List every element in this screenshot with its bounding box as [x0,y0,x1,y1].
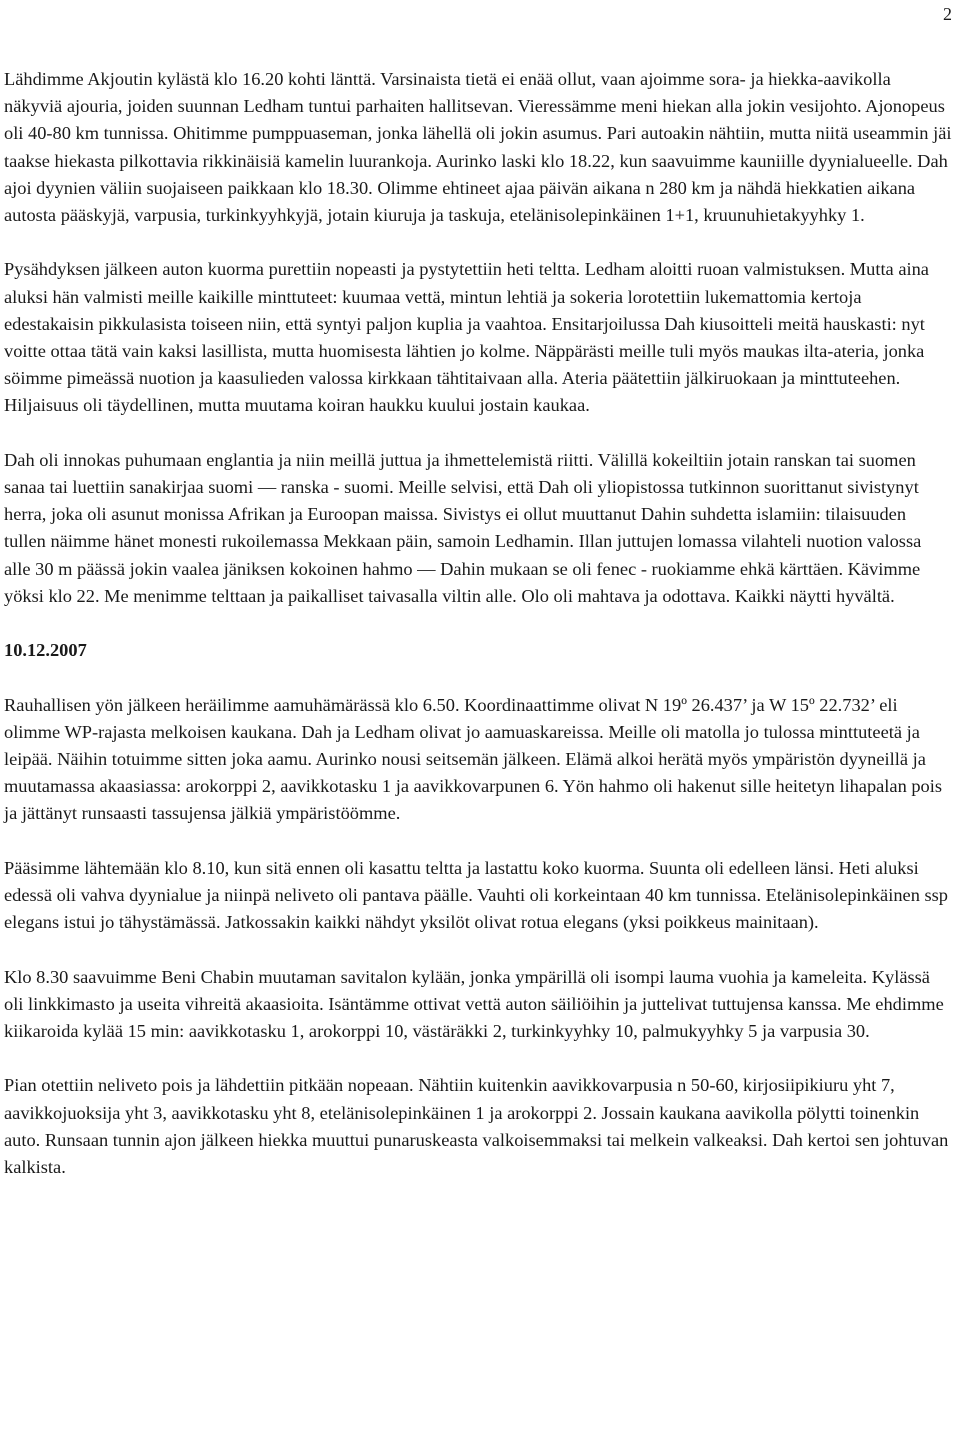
paragraph-beni-chabin: Klo 8.30 saavuimme Beni Chabin muutaman savitalon kylään, jonka ympärillä oli isompi lauma vuohia ja kameleita. Kylässä oli linkkimasto ja useita vihreitä akaasioita. Isäntämme ottivat vettä auton säiliöihin ja juttelivat tuttujensa kanssa. Me ehdimme kiikaroida kylää 15 min: aavikkotasku 1, arokorppi 10, västäräkki 2, turkinkyyhky 10, palmukyyhky 5 ja varpusia 30. [4,966,944,1042]
paragraph-camp-dinner: Pysähdyksen jälkeen auton kuorma purettiin nopeasti ja pystytettiin heti teltta. Ledham aloitti ruoan valmistuksen. Mutta aina aluksi hän valmisti meille kaikille minttuteet: kuumaa vettä, mintun lehtiä ja sokeria lorotettiin lukemattomia kertoja edestakaisin pikkulasista toiseen niin, että syntyi paljon kuplia ja vaahtoa. Ensitarjoilussa Dah kiusoitteli meitä hauskasti: nyt voitte ottaa tätä vain kaksi lasillista, mutta huomisesta lähtien jo kolme. Näppärästi meille tuli myös maukas ilta-ateria, jonka söimme pimeässä nuotion ja kaasulieden valossa kirkkaan tähtitaivaan alla. Ateria päätettiin jälkiruokaan ja minttuteehen. Hiljaisuus oli täydellinen, mutta muutama koiran haukku kuului jostain kaukaa. [4,259,929,416]
date-heading: 10.12.2007 [4,640,87,661]
page-number: 2 [943,4,952,24]
paragraph-fast-drive: Pian otettiin neliveto pois ja lähdettiin pitkään nopeaan. Nähtiin kuitenkin aavikkovarpusia n 50-60, kirjosiipikiuru yht 7, aavikkojuoksija yht 3, aavikkotasku yht 8, etelänisolepinkäinen 1 ja arokorppi 2. Jossain kaukana aavikolla pölytti toinenkin auto. Runsaan tunnin ajon jälkeen hiekka muuttui punaruskeasta valkoisemmaksi tai melkein valkeaksi. Dah kertoi sen johtuvan kalkista. [4,1075,949,1178]
document-body [4,66,952,1181]
paragraph-travel-evening: Lähdimme Akjoutin kylästä klo 16.20 kohti länttä. Varsinaista tietä ei enää ollut, vaan ajoimme sora- ja hiekka-aavikolla näkyviä ajouria, joiden suunnan Ledham tuntui parhaiten hallitsevan. Vieressämme meni hiekan alla jokin vesijohto. Ajonopeus oli 40-80 km tunnissa. Ohitimme pumppuaseman, jonka lähellä oli jokin asumus. Pari autoakin nähtiin, mutta niitä useammin jäi taakse hiekasta pilkottavia rikkinäisiä kamelin luurankoja. Aurinko laski klo 18.22, kun saavuimme kauniille dyynialueelle. Dah ajoi dyynien väliin suojaiseen paikkaan klo 18.30. Olimme ehtineet ajaa päivän aikana n 280 km ja nähdä hiekkatien aikana autosta pääskyjä, varpusia, turkinkyyhkyjä, jotain kiuruja ja taskuja, etelänisolepinkäinen 1+1, kruunuhietakyyhky 1. [4,69,952,226]
paragraph-morning: Rauhallisen yön jälkeen heräilimme aamuhämärässä klo 6.50. Koordinaattimme olivat N 19º 26.437’ ja W 15º 22.732’ eli olimme WP-rajasta melkoisen kaukana. Dah ja Ledham olivat jo aamuaskareissa. Meille oli matolla jo tulossa minttuteetä ja leipää. Näihin totuimme sitten joka aamu. Aurinko nousi seitsemän jälkeen. Elämä alkoi herätä myös ympäristön dyyneillä ja muutamassa akaasiassa: arokorppi 2, aavikkotasku 1 ja aavikkovarpunen 6. Yön hahmo oli hakenut sille heitetyn lihapalan pois ja jättänyt runsaasti tassujensa jälkiä ympäristöömme. [4,694,943,824]
paragraph-departure: Pääsimme lähtemään klo 8.10, kun sitä ennen oli kasattu teltta ja lastattu koko kuorma. Suunta oli edelleen länsi. Heti aluksi edessä oli vahva dyynialue ja niinpä neliveto oli pantava päälle. Vauhti oli korkeintaan 40 km tunnissa. Etelänisolepinkäinen ssp elegans istui jo tähystämässä. Jatkossakin kaikki nähdyt yksilöt olivat rotua elegans (yksi poikkeus mainitaan). [4,857,948,933]
paragraph-conversation-night: Dah oli innokas puhumaan englantia ja niin meillä juttua ja ihmettelemistä riitti. Välillä kokeiltiin jotain ranskan tai suomen sanaa tai luettiin sanakirjaa suomi — ranska - suomi. Meille selvisi, että Dah oli yliopistossa tutkinnon suorittanut sivistynyt herra, joka oli asunut monissa Afrikan ja Euroopan maissa. Sivistys ei ollut muuttanut Dahin suhdetta islamiin: tilaisuuden tullen näimme hänet monesti rukoilemassa Mekkaan päin, samoin Ledhamin. Illan juttujen lomassa vilahteli nuotion valossa alle 30 m päässä jokin vaalea jäniksen kokoinen hahmo — Dahin mukaan se oli fenec - ruokiamme ehkä kärttäen. Kävimme yöksi klo 22. Me menimme telttaan ja paikalliset taivasalla viltin alle. Olo oli mahtava ja odottava. Kaikki näytti hyvältä. [4,449,922,606]
